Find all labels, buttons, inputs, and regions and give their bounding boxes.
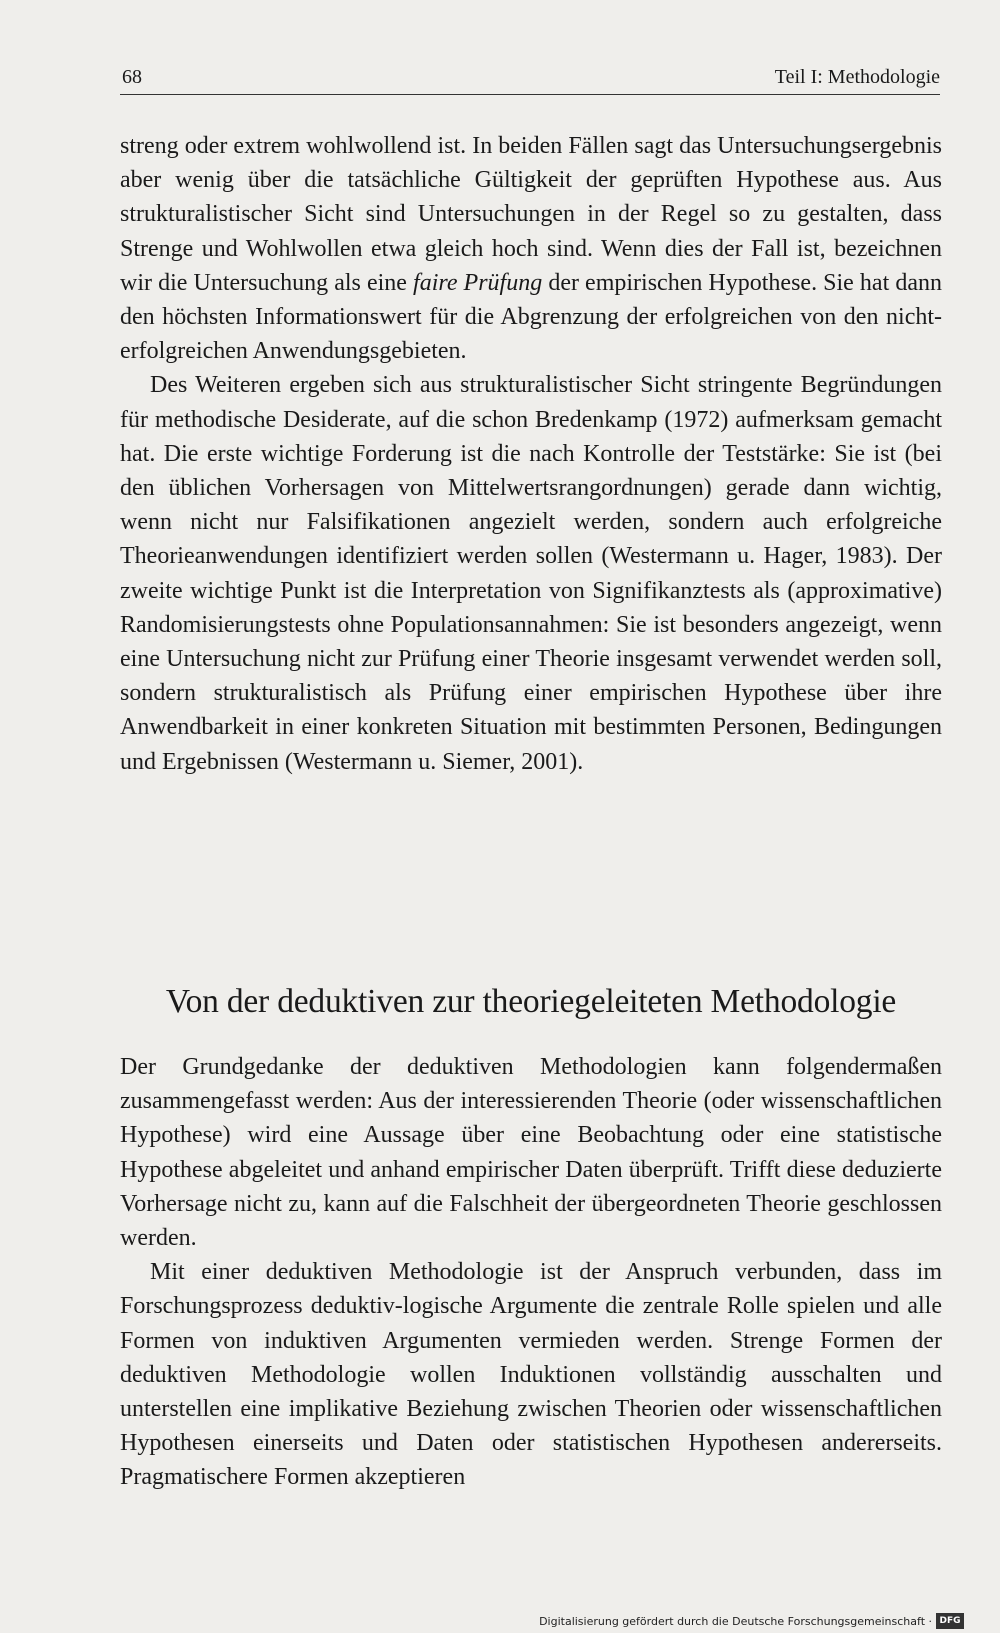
section-body-2 [120, 1050, 942, 1495]
dfg-logo: DFG [936, 1613, 964, 1629]
header-rule [120, 94, 940, 95]
paragraph-3: Der Grundgedanke der deduktiven Methodologien kann folgendermaßen zusammengefasst werden: Aus der interessierenden Theorie (oder wissenschaftlichen Hypothese) wird eine Aussage über eine Beobachtung oder eine statistische Hypothese abgeleitet und anhand empirischer Daten überprüft. Trifft diese deduzierte Vorhersage nicht zu, kann auf die Falschheit der übergeordneten Theorie geschlossen werden. [120, 1054, 942, 1252]
footer-text: Digitalisierung gefördert durch die Deutsche Forschungsgemeinschaft · [539, 1614, 932, 1628]
paragraph-1-part-a: streng oder extrem wohlwollend ist. In beiden Fällen sagt das Untersuchungsergebnis aber wenig über die tatsächliche Gültigkeit der geprüften Hypothese aus. Aus strukturalistischer Sicht sind Untersuchungen in der Regel so zu gestalten, dass Strenge und Wohlwollen etwa gleich hoch sind. Wenn dies der Fall ist, bezeichnen wir die Untersuchung als eine [120, 133, 942, 296]
section-heading: Von der deduktiven zur theoriegeleiteten Methodologie [165, 983, 897, 1020]
page-header [120, 62, 940, 92]
paragraph-1-emphasis: faire Prüfung [413, 269, 543, 296]
paragraph-4: Mit einer deduktiven Methodologie ist der Anspruch verbunden, dass im Forschungsprozess deduktiv-logische Argumente die zentrale Rolle spielen und alle Formen von induktiven Argumenten vermieden werden. Strenge Formen der deduktiven Methodologie wollen Induktionen vollständig ausschalten und unterstellen eine implikative Beziehung zwischen Theorien oder wissenschaftlichen Hypothesen einerseits und Daten oder statistischen Hypothesen andererseits. Pragmatischere Formen akzeptieren [120, 1259, 942, 1491]
page-number: 68 [122, 66, 142, 88]
digitization-footer [539, 1613, 964, 1629]
paragraph-2: Des Weiteren ergeben sich aus strukturalistischer Sicht stringente Begründungen für methodische Desiderate, auf die schon Bredenkamp (1972) aufmerksam gemacht hat. Die erste wichtige Forderung ist die nach Kontrolle der Teststärke: Sie ist (bei den üblichen Vorhersagen von Mittelwertsrangordnungen) gerade dann wichtig, wenn nicht nur Falsifikationen angezielt werden, sondern auch erfolgreiche Theorieanwendungen identifiziert werden sollen (Westermann u. Hager, 1983). Der zweite wichtige Punkt ist die Interpretation von Signifikanztests als (approximative) Randomisierungstests ohne Populationsannahmen: Sie ist besonders angezeigt, wenn eine Untersuchung nicht zur Prüfung einer Theorie insgesamt verwendet werden soll, sondern strukturalistisch als Prüfung einer empirischen Hypothese über ihre Anwendbarkeit in einer konkreten Situation mit bestimmten Personen, Bedingungen und Ergebnissen (Westermann u. Siemer, 2001). [120, 372, 942, 775]
paragraph-1 [120, 129, 942, 368]
paragraph-1-part-b: der empirischen Hypothese. Sie hat dann den höchsten Informationswert für die Abgrenzung der erfolgreichen von den nicht-erfolgreichen Anwendungsgebieten. [120, 269, 942, 365]
section-body-1 [120, 129, 942, 779]
running-title: Teil I: Methodologie [774, 66, 940, 88]
